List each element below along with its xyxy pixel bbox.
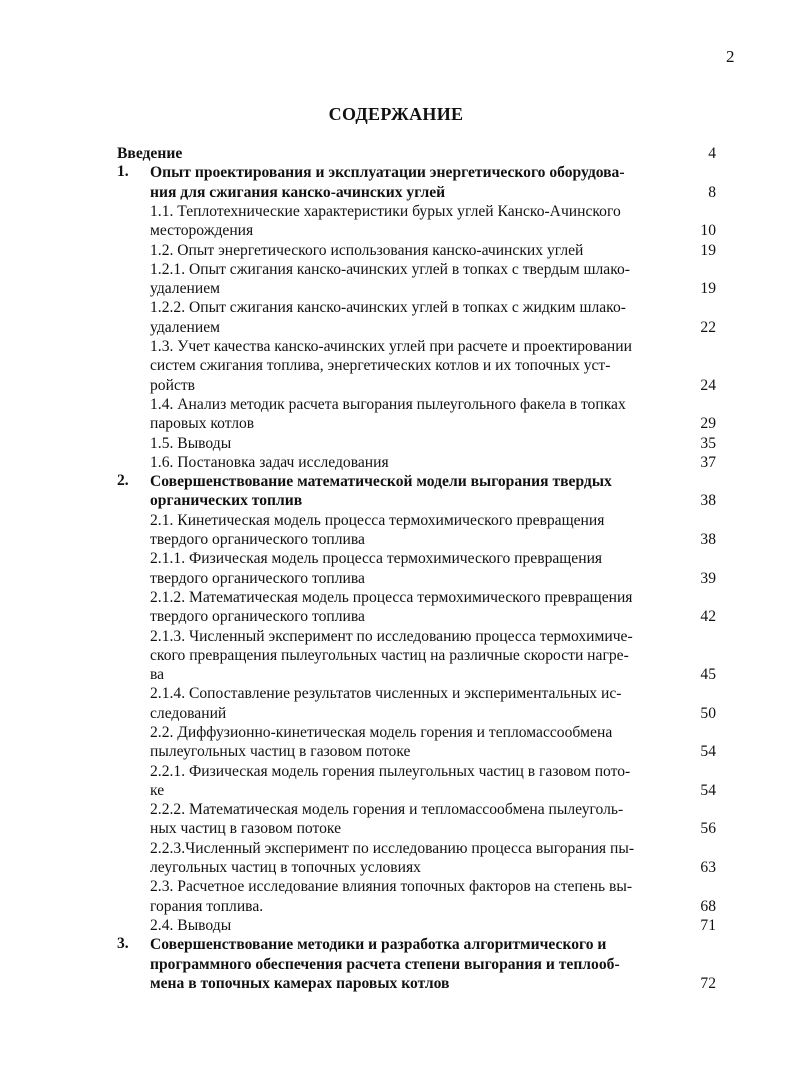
- toc-entry-title: [150, 800, 623, 839]
- toc-entry-page: 8: [708, 183, 716, 201]
- toc-entry-title: [150, 916, 231, 935]
- toc-entry-title: [150, 935, 620, 993]
- toc-entry-line: твердого органического топлива: [150, 608, 365, 626]
- toc-entry-number: 3.: [117, 935, 129, 953]
- toc-entry-title: [150, 434, 231, 453]
- toc-entry-title: [150, 298, 626, 337]
- toc-entry: [0, 723, 792, 762]
- toc-entry-line: программного обеспечения расчета степени выгорания и теплооб-: [150, 955, 620, 973]
- toc-entry-title: [150, 723, 612, 762]
- toc-entry-line: ского превращения пылеугольных частиц на различные скорости нагре-: [150, 646, 629, 664]
- toc-entry-line: мена в топочных камерах паровых котлов: [150, 974, 450, 992]
- toc-entry-title: [150, 877, 632, 916]
- toc-entry-line: 1.4. Анализ методик расчета выгорания пылеугольного факела в топках: [150, 395, 626, 413]
- toc-entry-line: 2.2.2. Математическая модель горения и тепломассообмена пылеуголь-: [150, 801, 624, 819]
- toc-entry: [0, 627, 792, 685]
- toc-entry-line: 1.2.1. Опыт сжигания канско-ачинских углей в топках с твердым шлако-: [150, 260, 630, 278]
- toc-entry-line: паровых котлов: [150, 415, 255, 433]
- toc-entry: [0, 260, 792, 299]
- toc-entry-line: 2.2.1. Физическая модель горения пылеугольных частиц в газовом пото-: [150, 762, 631, 780]
- toc-entry-title: [150, 627, 633, 685]
- toc-entry: [0, 762, 792, 801]
- toc-entry-line: твердого органического топлива: [150, 530, 365, 548]
- toc-entry: [0, 163, 792, 202]
- toc-entry-line: систем сжигания топлива, энергетических котлов и их топочных уст-: [150, 357, 611, 375]
- toc-entry-page: 50: [700, 704, 716, 722]
- toc-entry-page: 22: [700, 318, 716, 336]
- toc-entry-title: [150, 453, 389, 472]
- toc-entry-line: ке: [150, 781, 165, 799]
- toc-entry-line: 1.5. Выводы: [150, 434, 232, 452]
- toc-entry-line: пылеугольных частиц в газовом потоке: [150, 743, 411, 761]
- toc-entry: [0, 241, 792, 260]
- toc-entry-number: 2.: [117, 472, 129, 490]
- toc-entry: [0, 916, 792, 935]
- toc-entry-line: 2.3. Расчетное исследование влияния топочных факторов на степень вы-: [150, 878, 633, 896]
- toc-entry: [0, 395, 792, 434]
- toc-entry: [0, 144, 792, 163]
- page-title: СОДЕРЖАНИЕ: [328, 104, 464, 124]
- toc-entry-title: [150, 839, 634, 878]
- toc-entry-line: 1.2.2. Опыт сжигания канско-ачинских углей в топках с жидким шлако-: [150, 299, 626, 317]
- toc-entry-page: 37: [700, 453, 716, 471]
- toc-entry-line: горания топлива.: [150, 897, 264, 915]
- toc-entry-line: Совершенствование методики и разработка алгоритмического и: [150, 936, 607, 954]
- toc-entry-line: Опыт проектирования и эксплуатации энергетического оборудова-: [150, 164, 625, 182]
- toc-entry-page: 72: [700, 974, 716, 992]
- toc-entry-line: следований: [150, 704, 227, 722]
- toc-entry-title: [150, 684, 621, 723]
- toc-entry-title: [150, 260, 630, 299]
- toc-entry-line: ных частиц в газовом потоке: [150, 820, 342, 838]
- toc-entry: [0, 549, 792, 588]
- toc-entry-line: 2.2. Диффузионно-кинетическая модель горения и тепломассообмена: [150, 724, 613, 741]
- toc-entry-title: [150, 202, 621, 241]
- toc-entry-line: 1.2. Опыт энергетического использования канско-ачинских углей: [150, 241, 584, 259]
- toc-entry-number: 1.: [117, 163, 129, 181]
- toc-entry-page: 45: [700, 666, 716, 684]
- toc-entry-line: 1.3. Учет качества канско-ачинских углей при расчете и проектировании: [150, 338, 632, 355]
- toc-entry: [0, 337, 792, 395]
- toc-entry-title: [150, 337, 632, 395]
- toc-entry-page: 19: [700, 241, 716, 259]
- toc-entry-line: леугольных частиц в топочных условиях: [150, 859, 421, 877]
- toc-entry-line: 2.1.1. Физическая модель процесса термохимического превращения: [150, 550, 603, 568]
- toc-entry: [0, 202, 792, 241]
- toc-entry-page: 29: [700, 415, 716, 433]
- toc-entry-page: 56: [700, 820, 716, 838]
- toc-entry: [0, 298, 792, 337]
- toc-entry-line: ва: [150, 666, 165, 684]
- page-number: 2: [726, 47, 735, 66]
- toc-entry-line: 2.1. Кинетическая модель процесса термохимического превращения: [150, 511, 605, 529]
- toc-entry-page: 35: [700, 434, 716, 452]
- toc-entry-page: 42: [700, 608, 716, 626]
- toc-entry-line: месторождения: [150, 222, 254, 240]
- toc-entry: [0, 935, 792, 993]
- toc-entry-page: 38: [700, 530, 716, 548]
- toc-entry-title: [150, 511, 604, 550]
- toc-entry-title: [150, 549, 602, 588]
- toc-entry-title: [150, 163, 625, 202]
- toc-entry-page: 54: [700, 781, 716, 799]
- toc-entry-page: 68: [700, 897, 716, 915]
- toc-entry: [0, 684, 792, 723]
- toc-entry-title: [150, 241, 583, 260]
- toc-entry: [0, 877, 792, 916]
- toc-entry-line: твердого органического топлива: [150, 569, 365, 587]
- toc-entry-line: Введение: [117, 145, 183, 162]
- toc-entry-line: 2.1.4. Сопоставление результатов численных и экспериментальных ис-: [150, 685, 622, 703]
- toc-entry-line: 2.2.3.Численный эксперимент по исследованию процесса выгорания пы-: [150, 839, 635, 857]
- toc-entry-page: 54: [700, 743, 716, 761]
- toc-entry-page: 63: [700, 859, 716, 877]
- toc-entry: [0, 588, 792, 627]
- toc-entry-page: 71: [700, 917, 716, 934]
- toc-entry-page: 10: [700, 222, 716, 240]
- toc-entry-title: [150, 762, 630, 801]
- toc-entry: [0, 511, 792, 550]
- toc-entry-page: 4: [708, 145, 716, 162]
- toc-entry-line: удалением: [150, 280, 220, 298]
- toc-entry-page: 19: [700, 280, 716, 298]
- toc-entry-line: 2.1.2. Математическая модель процесса термохимического превращения: [150, 588, 633, 606]
- toc-entry: [0, 800, 792, 839]
- toc-entry-line: ройств: [150, 376, 196, 394]
- toc-entry-page: 38: [700, 492, 716, 510]
- toc-entry-line: удалением: [150, 318, 220, 336]
- toc-entry: [0, 839, 792, 878]
- toc-entry-page: 24: [700, 376, 716, 394]
- toc-entry-line: 2.1.3. Численный эксперимент по исследованию процесса термохимиче-: [150, 627, 633, 645]
- toc-entry-title: [150, 472, 612, 511]
- toc-entry-page: 39: [700, 569, 716, 587]
- toc-entry-line: 1.6. Постановка задач исследования: [150, 453, 389, 471]
- toc-entry-line: Совершенствование математической модели выгорания твердых: [150, 473, 612, 491]
- toc-entry-line: ния для сжигания канско-ачинских углей: [150, 183, 446, 201]
- toc-entry-line: 2.4. Выводы: [150, 917, 232, 934]
- toc-entry-line: органических топлив: [150, 492, 303, 510]
- toc-entry-title: [150, 395, 626, 434]
- toc-entry-title: [117, 144, 182, 163]
- toc-entry: [0, 472, 792, 511]
- toc-entry: [0, 434, 792, 453]
- toc-entry-title: [150, 588, 632, 627]
- toc-entry: [0, 453, 792, 472]
- toc-entry-line: 1.1. Теплотехнические характеристики бурых углей Канско-Ачинского: [150, 202, 621, 220]
